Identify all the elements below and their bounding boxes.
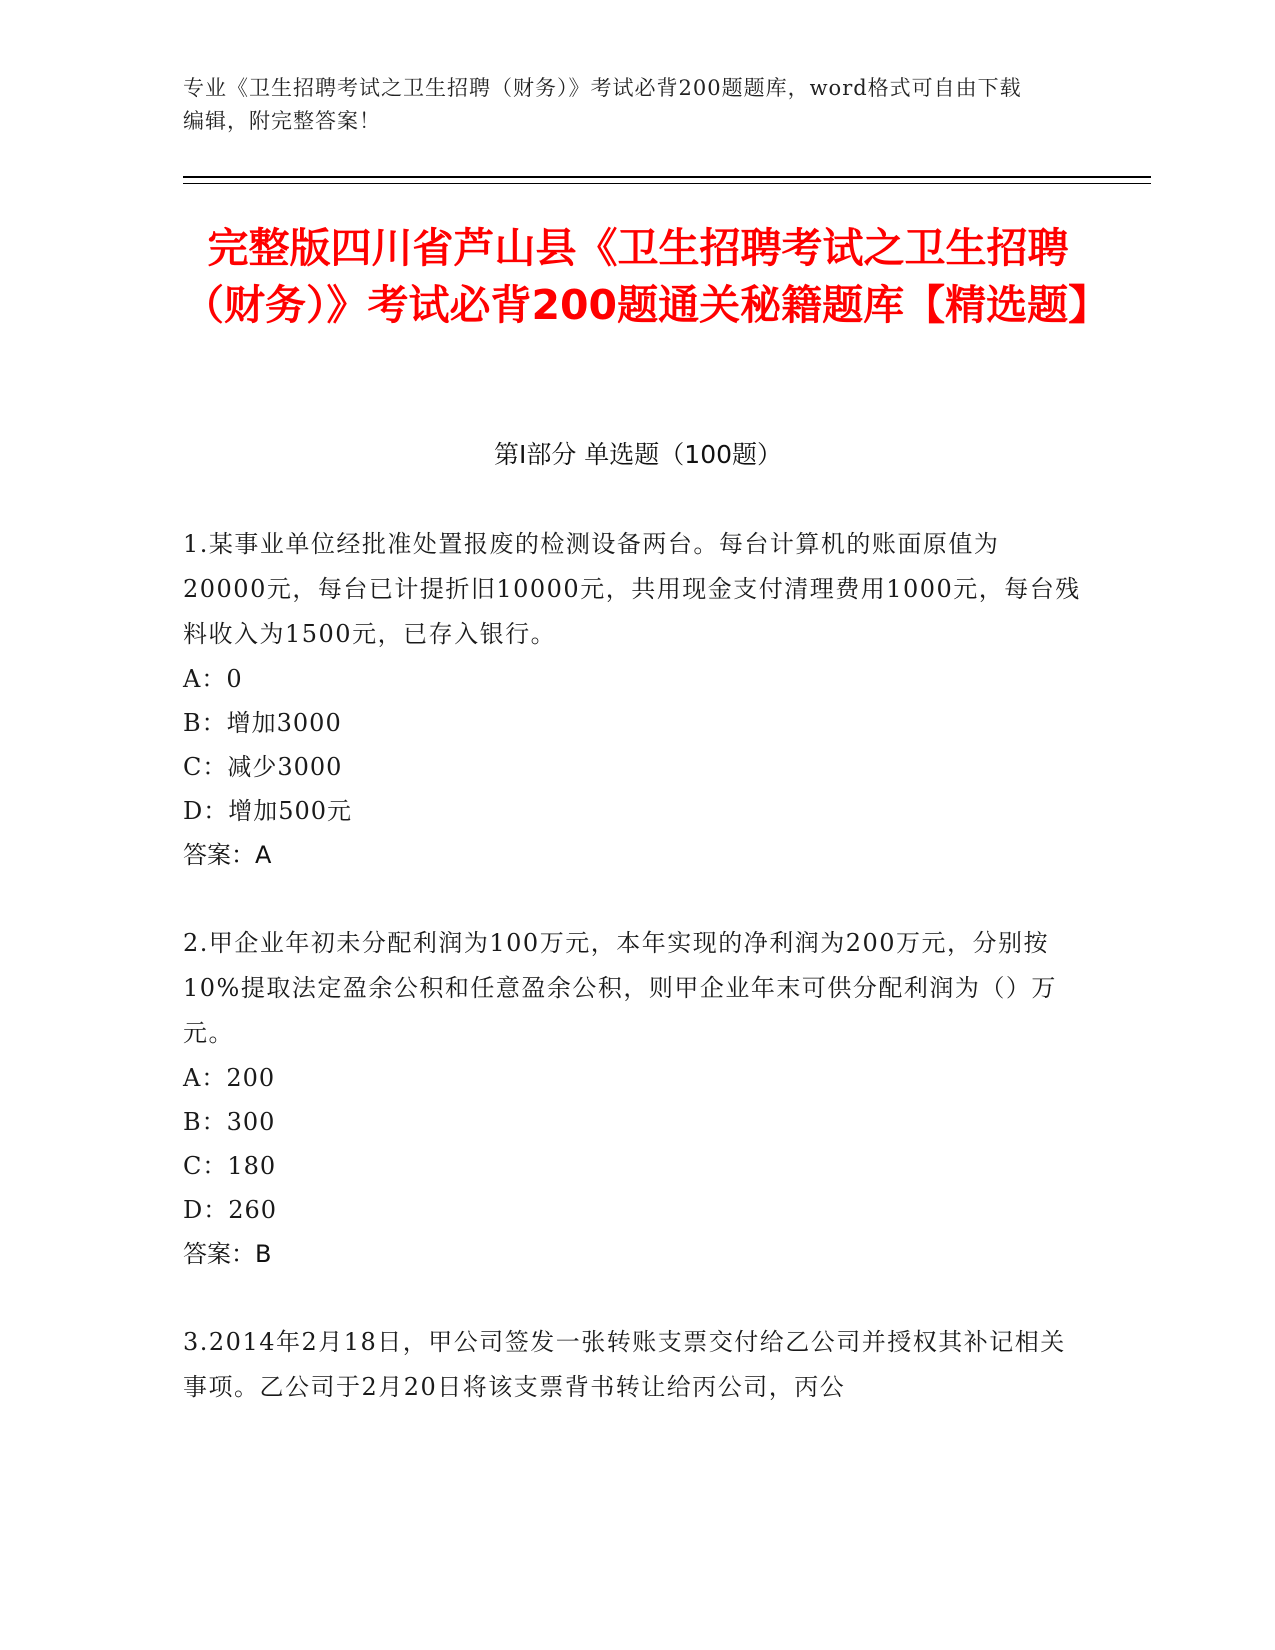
answer-line: 答案：A [183,841,272,869]
question-stem: 3.2014年2月18日，甲公司签发一张转账支票交付给乙公司并授权其补记相关事项。乙公司于2月20日将该支票背书转让给丙公司，丙公 [183,1328,1066,1401]
header-divider-thin [183,183,1151,184]
document-title: 完整版四川省芦山县《卫生招聘考试之卫生招聘（财务）》考试必背200题通关秘籍题库【精选题】 [183,224,1110,329]
answer-line: 答案：B [183,1240,272,1268]
question-3 [183,1320,1083,1410]
question-stem: 1.某事业单位经批准处置报废的检测设备两台。每台计算机的账面原值为20000元，每台已计提折旧10000元，共用现金支付清理费用1000元，每台残料收入为1500元，已存入银行。 [183,530,1081,648]
option-b: B：300 [183,1108,276,1136]
header-divider-thick [183,176,1151,178]
option-a: A：200 [183,1064,276,1092]
question-stem: 2.甲企业年初未分配利润为100万元，本年实现的净利润为200万元，分别按10%提取法定盈余公积和任意盈余公积，则甲企业年末可供分配利润为（）万元。 [183,929,1057,1047]
option-b: B：增加3000 [183,709,342,737]
option-c: C：180 [183,1152,277,1180]
option-d: D：260 [183,1196,278,1224]
question-1 [183,522,1083,877]
option-c: C：减少3000 [183,753,343,781]
question-list [183,522,1083,1454]
question-2 [183,921,1083,1276]
option-a: A：0 [183,665,243,693]
header-note: 专业《卫生招聘考试之卫生招聘（财务）》考试必背200题题库，word格式可自由下载编辑，附完整答案！ [183,76,1022,133]
section-heading: 第I部分 单选题（100题） [493,440,783,469]
option-d: D：增加500元 [183,797,353,825]
